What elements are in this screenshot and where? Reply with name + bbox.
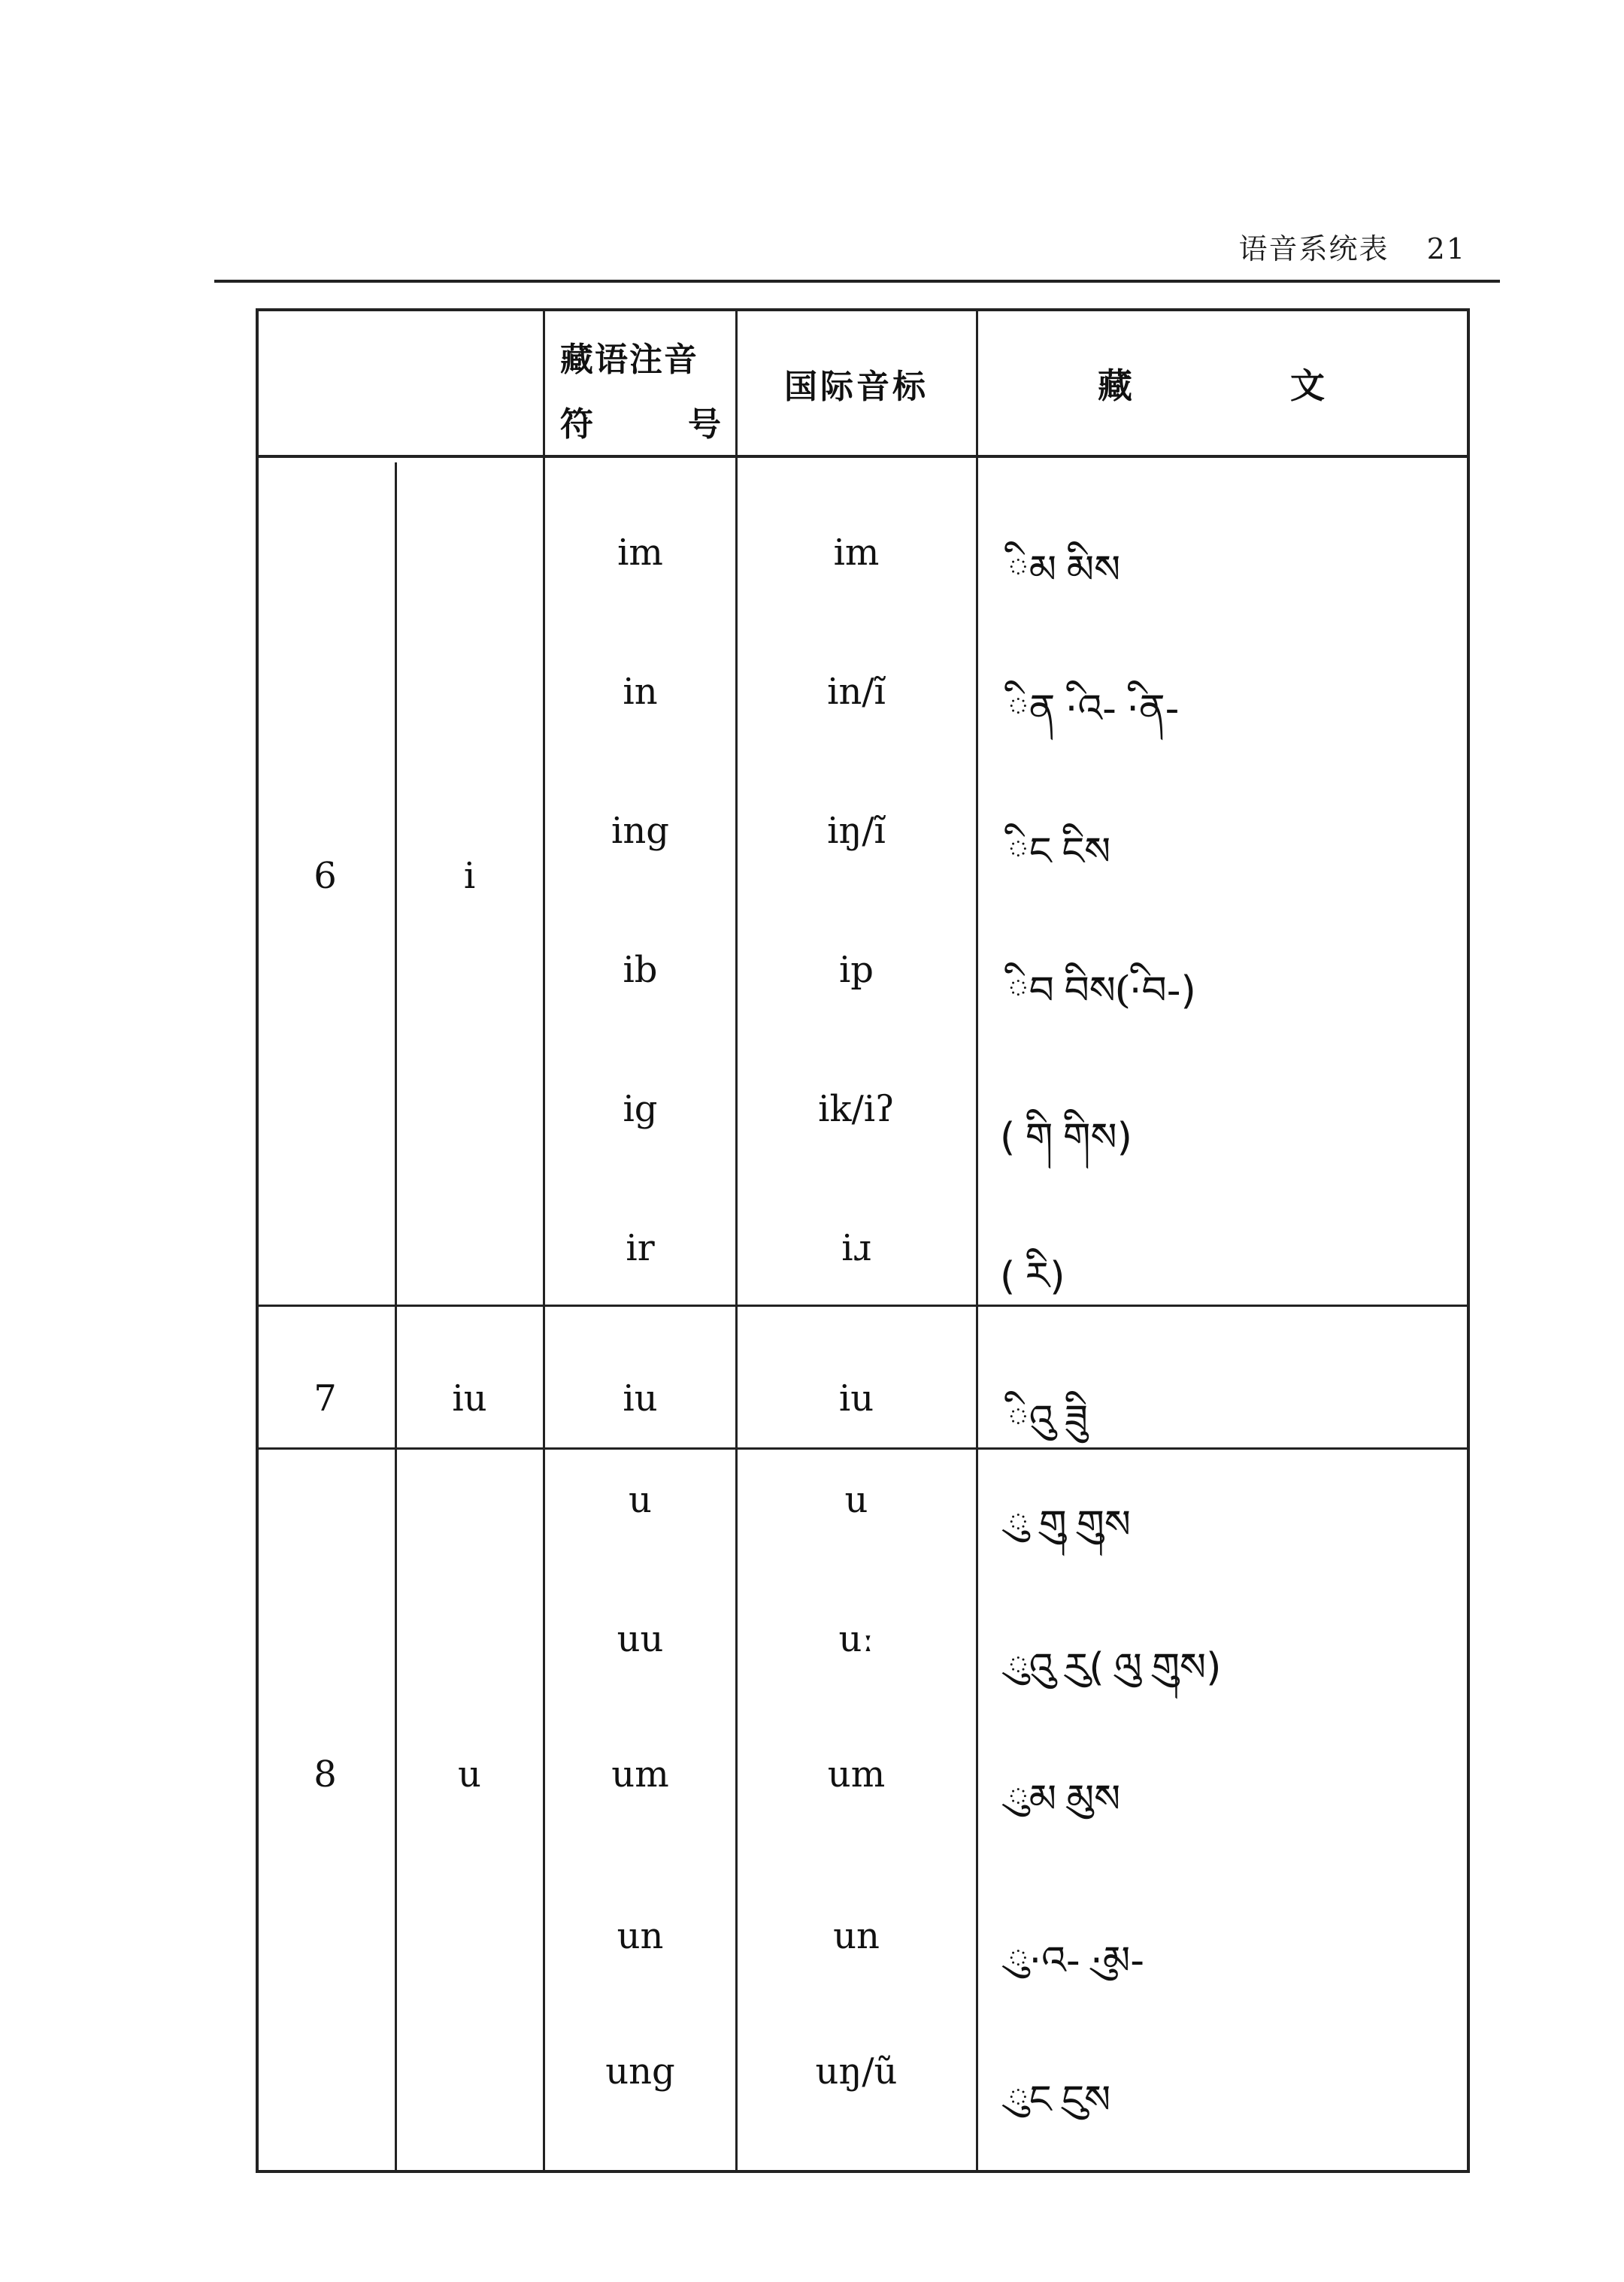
ipa-cell: uː <box>838 1618 874 1660</box>
ipa-cell: ik/iʔ <box>818 1088 895 1130</box>
header-rule <box>214 280 1500 283</box>
ipa-cell: im <box>833 532 880 574</box>
chapter-title: 语音系统表 <box>1238 232 1389 265</box>
group-vowel: i <box>463 855 476 897</box>
tibetan-cell: ིན ི·འ- ི·ན- <box>1007 686 1180 732</box>
notation-cell: un <box>617 1915 664 1957</box>
ipa-cell: iŋ/ĩ <box>827 810 886 852</box>
notation-cell: ing <box>611 810 669 852</box>
tibetan-cell: ིའུ ིཟུ <box>1007 1397 1089 1442</box>
column-divider <box>976 308 978 2173</box>
header-separator <box>256 455 1470 458</box>
header-tibetan <box>977 312 1470 455</box>
notation-cell: ir <box>626 1227 655 1269</box>
group-number: 8 <box>314 1753 337 1796</box>
tibetan-cell: ུའུ ུར( ུལ ུགས) <box>1007 1645 1222 1690</box>
tibetan-cell: ུ ུག ུགས <box>1007 1502 1131 1547</box>
notation-cell: um <box>611 1753 669 1796</box>
notation-cell: in <box>623 671 658 713</box>
tibetan-cell: ུ·འ- ུ·མ- <box>1007 1938 1144 1983</box>
tibetan-cell: ( ིར) <box>1000 1254 1065 1299</box>
group-separator <box>256 1305 1470 1307</box>
header-notation-a: 符 <box>560 405 593 444</box>
header-notation <box>553 323 726 451</box>
notation-cell: uu <box>617 1618 664 1660</box>
notation-cell: im <box>617 532 663 574</box>
column-divider <box>395 462 397 2173</box>
tibetan-cell: ུང ུངས <box>1007 2077 1111 2123</box>
header-tibetan-a: 藏 <box>1098 365 1132 406</box>
header-notation-line1: 藏语注音 <box>560 341 698 379</box>
ipa-cell: in/ĩ <box>827 671 886 713</box>
tibetan-cell: ུམ ུམས <box>1007 1777 1121 1822</box>
notation-cell: ung <box>605 2050 675 2093</box>
ipa-cell: ip <box>838 949 874 991</box>
ipa-cell: u <box>844 1479 868 1521</box>
group-number: 6 <box>314 855 337 897</box>
notation-cell: u <box>629 1479 652 1521</box>
group-number: 7 <box>314 1377 337 1420</box>
ipa-cell: iu <box>838 1377 874 1420</box>
ipa-cell: uŋ/ũ <box>815 2050 898 2093</box>
notation-cell: ig <box>623 1088 658 1130</box>
ipa-cell: un <box>833 1915 880 1957</box>
header-tibetan-b: 文 <box>1290 365 1325 406</box>
group-vowel: iu <box>452 1377 487 1420</box>
group-vowel: u <box>458 1753 481 1796</box>
header-ipa <box>737 312 976 455</box>
notation-cell: ib <box>623 949 658 991</box>
header-ipa-text: 国际音标 <box>784 368 929 406</box>
ipa-cell: um <box>827 1753 886 1796</box>
tibetan-cell: ( ིག ིགས) <box>1000 1115 1132 1160</box>
tibetan-cell: ིང ིངས <box>1007 829 1111 874</box>
ipa-cell: iɹ <box>841 1227 871 1269</box>
running-header <box>1239 226 1466 267</box>
header-notation-b: 号 <box>688 405 721 444</box>
notation-cell: iu <box>623 1377 658 1420</box>
page-number: 21 <box>1426 232 1466 265</box>
tibetan-cell: ིམ ིམས <box>1007 547 1121 592</box>
group-separator <box>256 1447 1470 1450</box>
tibetan-cell: ིབ ིབས(ི·བ-) <box>1007 968 1196 1014</box>
